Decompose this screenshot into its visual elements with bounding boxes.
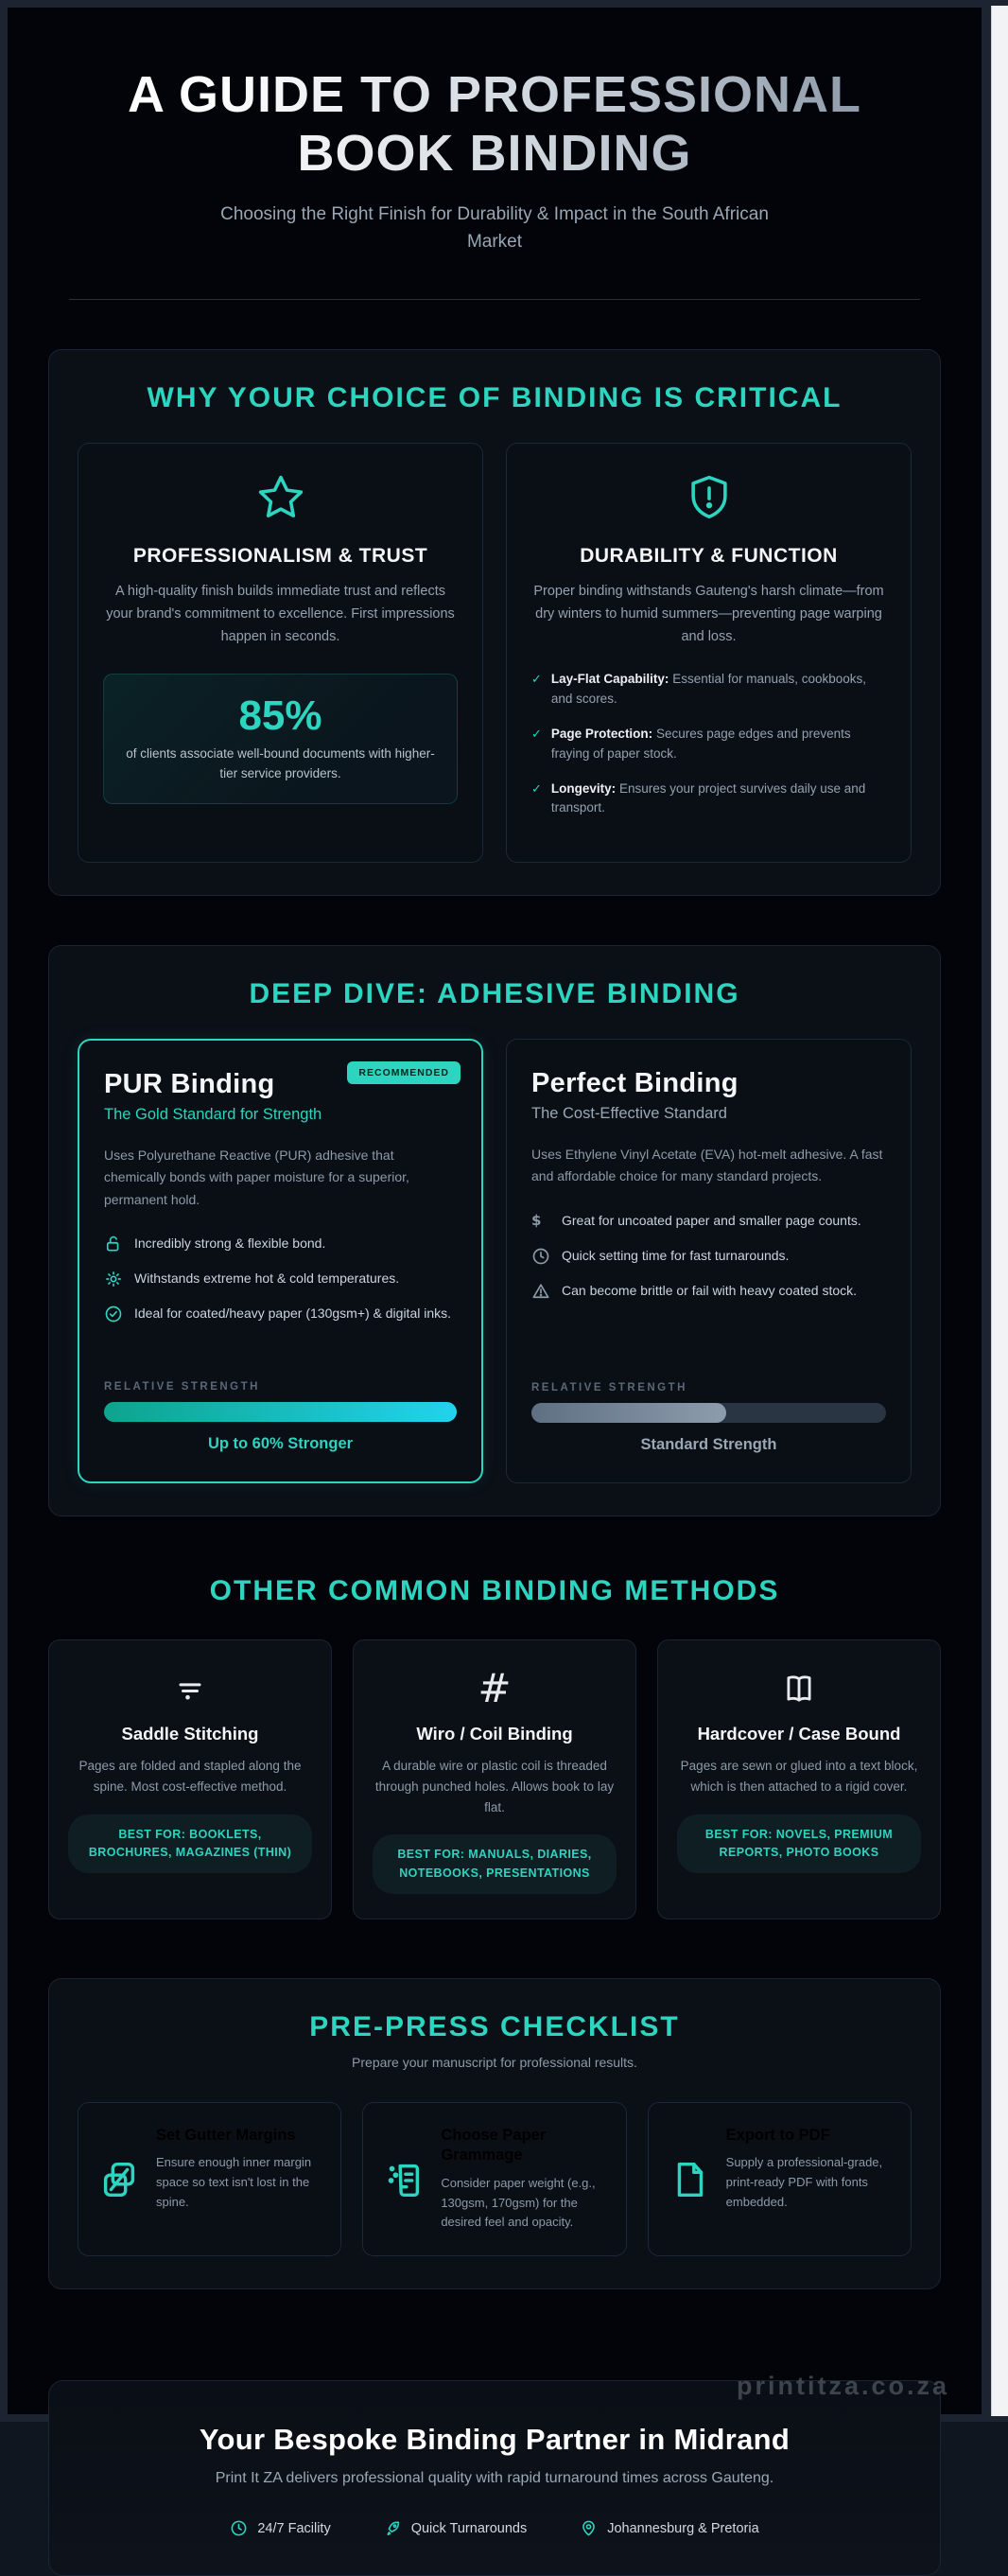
stat-box	[103, 674, 458, 804]
card-title: PROFESSIONALISM & TRUST	[132, 545, 428, 568]
footer-item-facility	[230, 2519, 330, 2537]
card-perfect-binding	[506, 1039, 912, 1483]
strength-label: RELATIVE STRENGTH	[104, 1381, 260, 1393]
best-for-badge: BEST FOR: NOVELS, PREMIUM REPORTS, PHOTO BOOKS	[677, 1814, 921, 1874]
section-heading: WHY YOUR CHOICE OF BINDING IS CRITICAL	[147, 382, 843, 414]
method-title: Wiro / Coil Binding	[416, 1724, 573, 1744]
footer-section	[48, 2380, 941, 2576]
strength-fill	[104, 1402, 457, 1422]
feature-text: Great for uncoated paper and smaller page counts.	[562, 1212, 861, 1228]
footer-item-locations	[580, 2519, 758, 2537]
footer-title: Your Bespoke Binding Partner in Midrand	[199, 2423, 791, 2457]
stat-caption: of clients associate well-bound documents with higher-tier service providers.	[126, 746, 435, 781]
staple-lines-icon	[171, 1667, 209, 1710]
binding-subtitle: The Cost-Effective Standard	[531, 1105, 727, 1123]
card-export-pdf	[648, 2102, 912, 2256]
feature-row	[104, 1304, 457, 1323]
open-book-icon	[781, 1667, 817, 1710]
prepress-body: Ensure enough inner margin space so text isn't lost in the spine.	[156, 2155, 312, 2209]
method-body: Pages are sewn or glued into a text block, which is then attached to a rigid cover.	[680, 1759, 918, 1794]
page-title: A GUIDE TO PROFESSIONAL BOOK BINDING	[78, 66, 911, 183]
card-wiro-coil	[353, 1639, 636, 1919]
infographic-page	[8, 8, 982, 2536]
edit-square-icon	[97, 2126, 141, 2233]
lock-icon	[104, 1235, 123, 1253]
card-body: Proper binding withstands Gauteng's harsh climate—from dry winters to humid summers—preventing page warping and loss.	[533, 584, 884, 644]
clock-icon	[531, 1247, 550, 1266]
map-pin-icon	[580, 2519, 598, 2537]
strength-track	[531, 1403, 886, 1423]
footer-item-label: Johannesburg & Pretoria	[607, 2520, 759, 2536]
binding-title: Perfect Binding	[531, 1068, 739, 1099]
hero-section	[8, 8, 982, 300]
feature-row	[104, 1269, 457, 1288]
checklist-desc: Essential for manuals, cookbooks, and scores.	[550, 671, 867, 706]
rocket-icon	[384, 2519, 402, 2537]
footer-item-label: 24/7 Facility	[257, 2520, 331, 2536]
binding-description: Uses Ethylene Vinyl Acetate (EVA) hot-melt adhesive. A fast and affordable choice for many standard projects.	[531, 1147, 883, 1184]
strength-caption: Standard Strength	[640, 1436, 777, 1454]
checklist-item	[531, 670, 886, 710]
check-icon: ✓	[531, 780, 542, 796]
section-heading: OTHER COMMON BINDING METHODS	[209, 1575, 780, 1607]
section-adhesive-deep-dive	[48, 945, 941, 1516]
prepress-body: Consider paper weight (e.g., 130gsm, 170gsm) for the desired feel and opacity.	[441, 2175, 596, 2230]
feature-text: Incredibly strong & flexible bond.	[134, 1235, 326, 1251]
watermark: printitza.co.za	[736, 2372, 949, 2400]
card-paper-grammage	[362, 2102, 626, 2256]
card-saddle-stitching	[48, 1639, 332, 1919]
card-pur-binding	[78, 1039, 483, 1483]
check-icon: ✓	[531, 726, 542, 741]
checklist-term: Page Protection:	[550, 726, 653, 741]
footer-subtitle: Print It ZA delivers professional quality with rapid turnaround times across Gauteng.	[215, 2470, 774, 2487]
check-icon: ✓	[531, 671, 542, 686]
footer-item-turnarounds	[384, 2519, 528, 2537]
checklist-item	[531, 780, 886, 819]
footer-highlights	[78, 2519, 912, 2537]
page-subtitle: Choosing the Right Finish for Durability & Impact in the South African Market	[220, 204, 769, 252]
feature-text: Withstands extreme hot & cold temperatures.	[134, 1270, 400, 1286]
method-title: Hardcover / Case Bound	[697, 1724, 901, 1744]
card-title: DURABILITY & FUNCTION	[580, 545, 838, 568]
card-gutter-margins	[78, 2102, 341, 2256]
prepress-title: Export to PDF	[725, 2126, 830, 2144]
section-subtitle: Prepare your manuscript for professional results.	[352, 2054, 637, 2070]
prepress-body: Supply a professional-grade, print-ready PDF with fonts embedded.	[725, 2155, 883, 2209]
sun-icon	[104, 1270, 123, 1288]
method-title: Saddle Stitching	[121, 1724, 259, 1744]
warning-icon	[531, 1282, 550, 1301]
checklist-desc: Ensures your project survives daily use and transport.	[550, 780, 866, 815]
card-hardcover	[657, 1639, 941, 1919]
method-body: A durable wire or plastic coil is threaded through punched holes. Allows book to lay flat.	[374, 1759, 615, 1814]
strength-meter	[104, 1368, 457, 1453]
check-circle-icon	[104, 1305, 123, 1323]
binding-description: Uses Polyurethane Reactive (PUR) adhesive that chemically bonds with paper moisture for a superior, permanent hold.	[104, 1148, 409, 1207]
feature-text: Ideal for coated/heavy paper (130gsm+) & digital inks.	[134, 1305, 452, 1321]
section-prepress	[48, 1978, 941, 2289]
strength-caption: Up to 60% Stronger	[207, 1435, 354, 1453]
section-heading: DEEP DIVE: ADHESIVE BINDING	[249, 978, 740, 1010]
recommended-badge: RECOMMENDED	[347, 1061, 461, 1084]
shield-alert-icon	[684, 472, 735, 523]
footer-item-label: Quick Turnarounds	[410, 2520, 528, 2536]
prepress-title: Set Gutter Margins	[156, 2126, 296, 2144]
feature-row	[531, 1281, 886, 1301]
hash-icon: #	[478, 1665, 512, 1712]
clock-icon	[230, 2519, 248, 2537]
feature-text: Quick setting time for fast turnarounds.	[562, 1247, 790, 1263]
prepress-title: Choose Paper Grammage	[441, 2126, 547, 2164]
paper-texture-icon	[382, 2126, 426, 2233]
checklist-term: Lay-Flat Capability:	[550, 671, 669, 686]
binding-subtitle: The Gold Standard for Strength	[104, 1106, 322, 1124]
hero-divider	[69, 299, 920, 300]
section-other-methods	[48, 1575, 941, 1919]
durability-checklist	[531, 670, 886, 819]
star-icon	[255, 472, 306, 523]
checklist-item	[531, 725, 886, 764]
feature-row	[531, 1246, 886, 1266]
best-for-badge: BEST FOR: BOOKLETS, BROCHURES, MAGAZINES (THIN)	[68, 1814, 312, 1874]
method-body: Pages are folded and stapled along the spine. Most cost-effective method.	[78, 1759, 302, 1794]
section-heading: PRE-PRESS CHECKLIST	[309, 2010, 680, 2042]
best-for-badge: BEST FOR: MANUALS, DIARIES, NOTEBOOKS, PRESENTATIONS	[373, 1834, 617, 1894]
strength-track	[104, 1402, 457, 1422]
feature-text: Can become brittle or fail with heavy coated stock.	[562, 1282, 858, 1298]
file-icon	[668, 2126, 711, 2233]
checklist-term: Longevity:	[550, 780, 617, 796]
card-professionalism	[78, 443, 483, 863]
dollar-icon: $	[531, 1211, 542, 1229]
checklist-desc: Secures page edges and prevents fraying of paper stock.	[550, 726, 851, 761]
binding-title: PUR Binding	[104, 1069, 275, 1100]
card-durability	[506, 443, 912, 863]
strength-label: RELATIVE STRENGTH	[531, 1382, 687, 1394]
feature-row	[531, 1211, 886, 1231]
scrollbar[interactable]	[991, 6, 1008, 2416]
card-body: A high-quality finish builds immediate trust and reflects your brand's commitment to excellence. First impressions happen in seconds.	[106, 584, 455, 644]
strength-fill	[531, 1403, 726, 1423]
feature-row	[104, 1234, 457, 1253]
strength-meter	[531, 1369, 886, 1454]
section-why-critical	[48, 349, 941, 896]
stat-value: 85%	[238, 692, 322, 739]
